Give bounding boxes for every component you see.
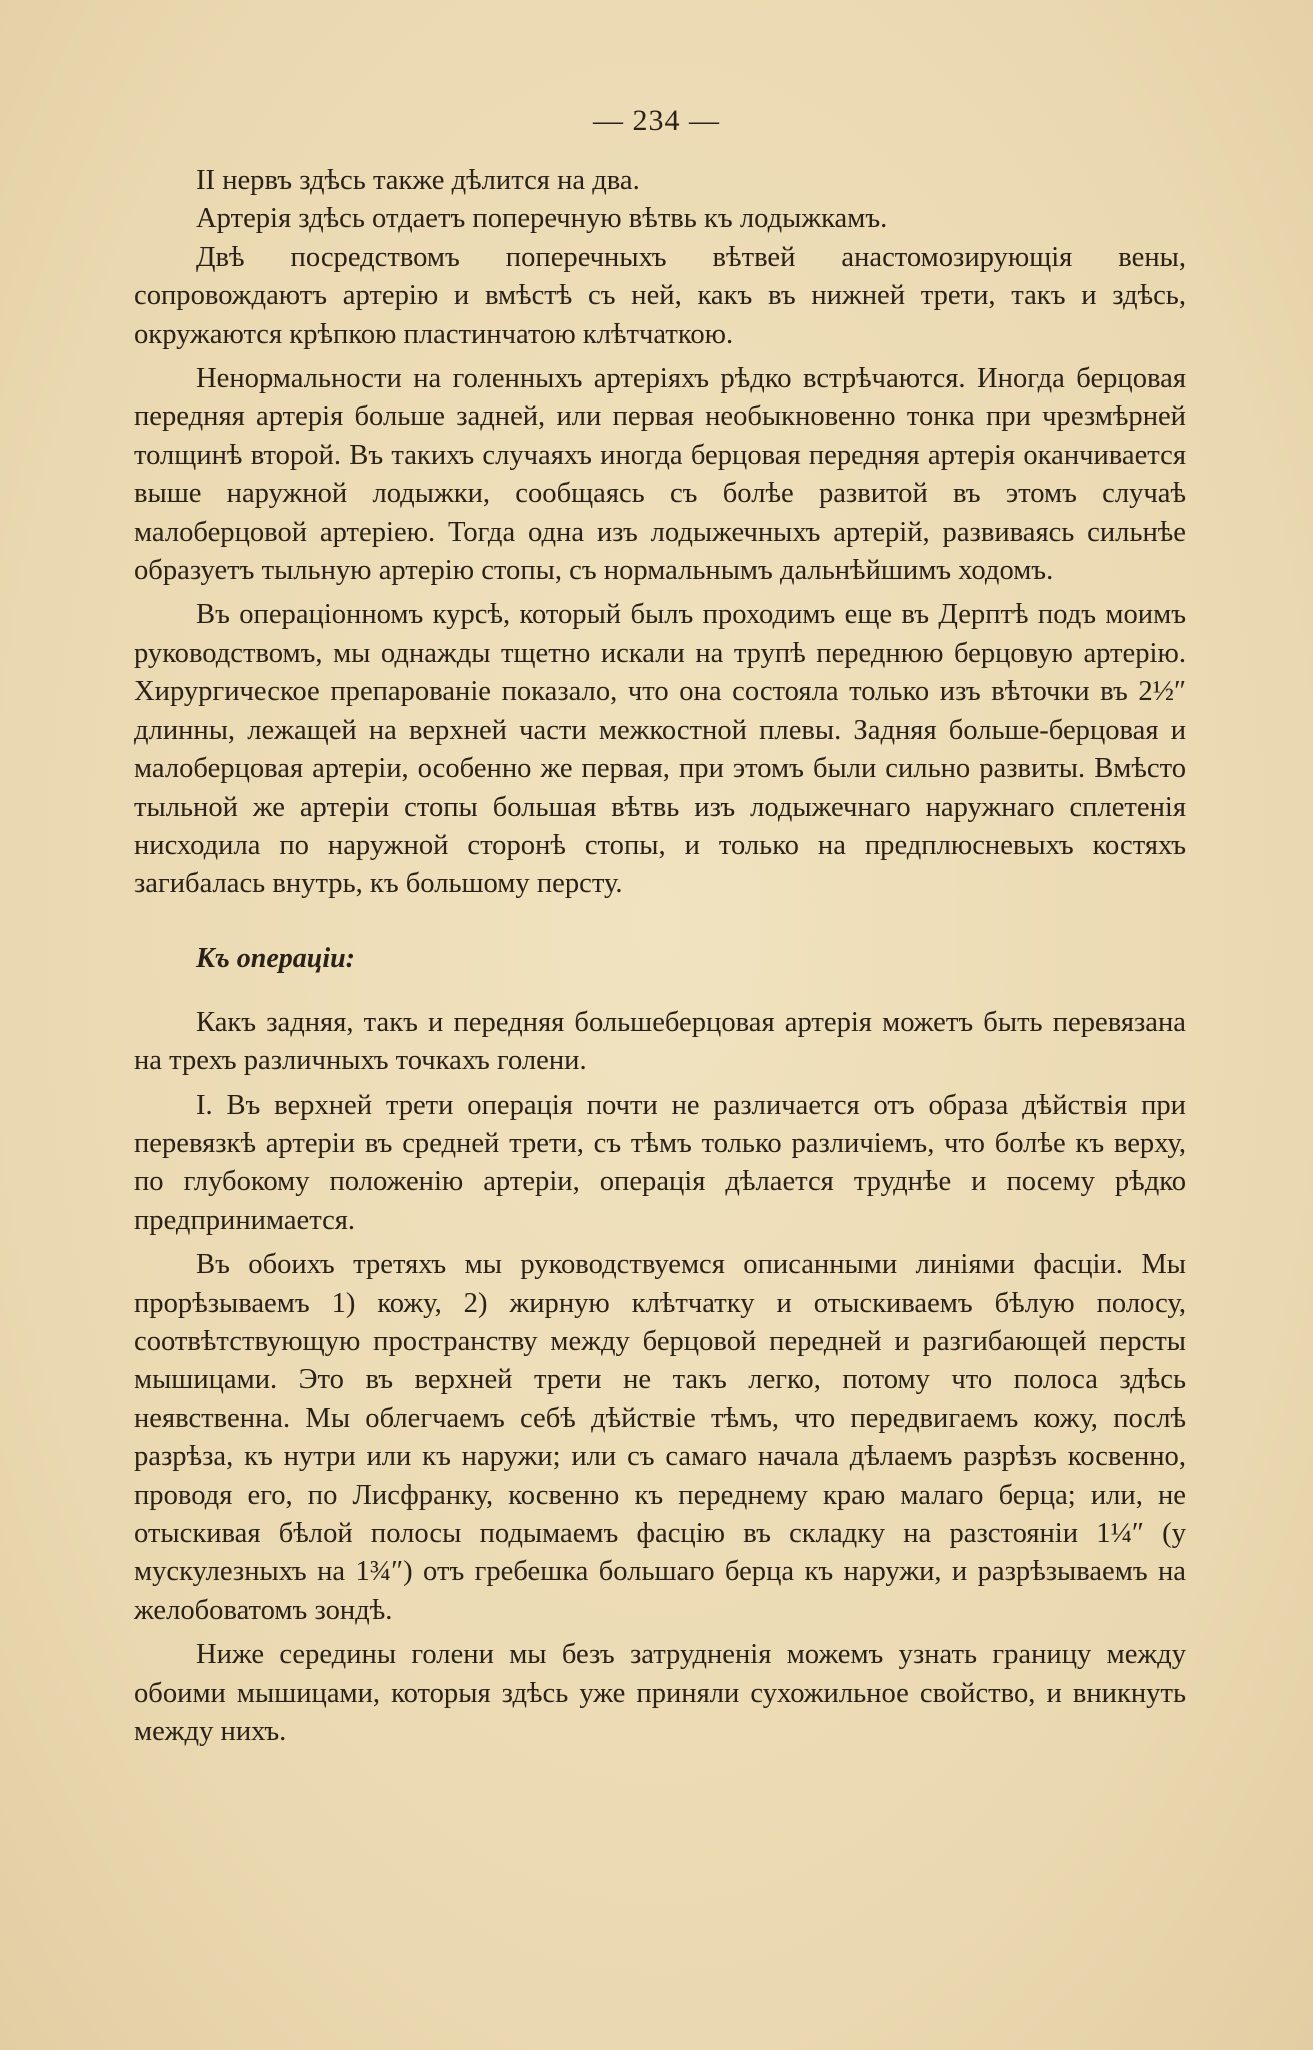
- paragraph-1: II нервъ здѣсь также дѣлится на два.: [196, 165, 640, 196]
- paragraph-7: I. Въ верхней трети операція почти не различается отъ образа дѣйствія при перевязкѣ артеріи въ средней трети, съ тѣмъ только различіемъ, что болѣе къ верху, по глубокому положенію артеріи, операція дѣлается труднѣе и посему рѣдко предпринимается.: [134, 1089, 1186, 1236]
- paragraph-9: Ниже середины голени мы безъ затрудненія можемъ узнать границу между обоими мышицами, которыя здѣсь уже приняли сухожильное свойство, и вникнуть между нихъ.: [134, 1639, 1186, 1748]
- paragraph-6: Какъ задняя, такъ и передняя большеберцовая артерія можетъ быть перевязана на трехъ различныхъ точкахъ голени.: [134, 1006, 1186, 1077]
- paragraph-3: Двѣ посредствомъ поперечныхъ вѣтвей анастомозирующія вены, сопровождаютъ артерію и вмѣстѣ съ ней, какъ въ нижней трети, такъ и здѣсь, окружаются крѣпкою пластинчатою клѣтчаткою.: [134, 241, 1186, 350]
- section-heading: Къ операціи:: [196, 942, 355, 974]
- body-text: [134, 162, 1186, 1757]
- paragraph-4: Ненормальности на голенныхъ артеріяхъ рѣдко встрѣчаются. Иногда берцовая передняя артерія больше задней, или первая необыкновенно тонка при чрезмѣрней толщинѣ второй. Въ такихъ случаяхъ иногда берцовая передняя артерія оканчивается выше наружной лодыжки, сообщаясь съ болѣе развитой въ этомъ случаѣ малоберцовой артеріею. Тогда одна изъ лодыжечныхъ артерій, развиваясь сильнѣе образуетъ тыльную артерію стопы, съ нормальнымъ дальнѣйшимъ ходомъ.: [134, 363, 1186, 587]
- paragraph-2: Артерія здѣсь отдаетъ поперечную вѣтвь къ лодыжкамъ.: [196, 203, 888, 235]
- paragraph-5: Въ операціонномъ курсѣ, который былъ проходимъ еще въ Дерптѣ подъ моимъ руководствомъ, мы однажды тщетно искали на трупѣ переднюю берцовую артерію. Хирургическое препарованіе показало, что она состояла только изъ вѣточки въ 2½″ длинны, лежащей на верхней части межкостной плевы. Задняя больше-берцовая и малоберцовая артеріи, особенно же первая, при этомъ были сильно развиты. Вмѣсто тыльной же артеріи стопы большая вѣтвь изъ лодыжечнаго наружнаго сплетенія нисходила по наружной сторонѣ стопы, и только на предплюсневыхъ костяхъ загибалась внутрь, къ большому персту.: [134, 599, 1186, 900]
- paragraph-8: Въ обоихъ третяхъ мы руководствуемся описанными линіями фасціи. Мы прорѣзываемъ 1) кожу, 2) жирную клѣтчатку и отыскиваемъ бѣлую полосу, соотвѣтствующую пространству между берцовой передней и разгибающей персты мышицами. Это въ верхней трети не такъ легко, потому что полоса здѣсь неявственна. Мы облегчаемъ себѣ дѣйствіе тѣмъ, что передвигаемъ кожу, послѣ разрѣза, къ нутри или къ наружи; или съ самаго начала дѣлаемъ разрѣзъ косвенно, проводя его, по Лисфранку, косвенно къ переднему краю малаго берца; или, не отыскивая бѣлой полосы подымаемъ фасцію въ складку на разстояніи 1¼″ (у мускулезныхъ на 1¾″) отъ гребешка большаго берца къ наружи, и разрѣзываемъ на желобоватомъ зондѣ.: [134, 1249, 1186, 1626]
- page-number: — 234 —: [593, 104, 720, 137]
